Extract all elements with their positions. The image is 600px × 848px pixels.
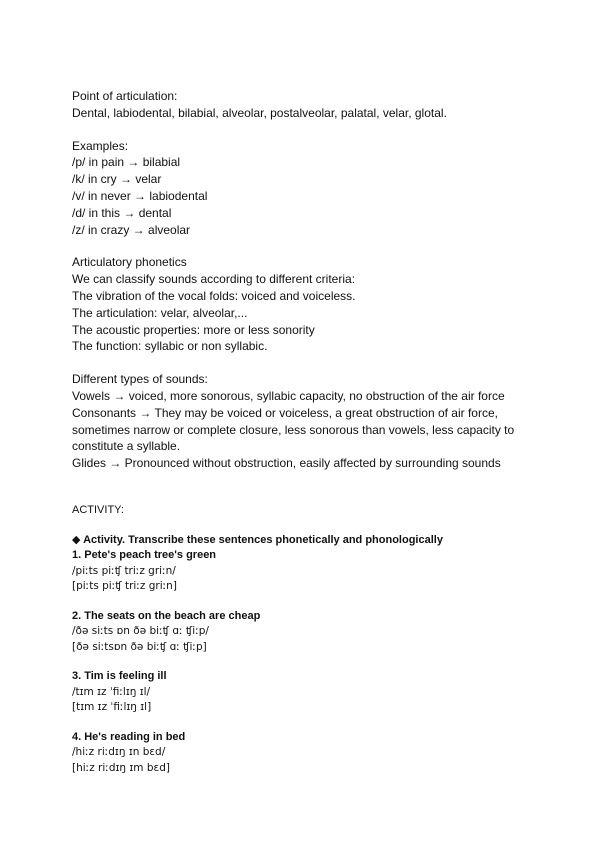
sentence-block: [72, 609, 542, 656]
sentence-block: [72, 730, 542, 777]
sentence-title: 1. Pete's peach tree's green: [72, 549, 217, 562]
example-item: /z/ in crazy → alveolar: [72, 222, 191, 237]
articulatory-item: The vibration of the vocal folds: voiced and voiceless.: [72, 288, 356, 303]
phonological-transcription: /piːts piːʧ triːz griːn/: [72, 564, 176, 577]
articulatory-item: We can classify sounds according to different criteria:: [72, 272, 356, 287]
poa-heading: Point of articulation:: [72, 89, 178, 103]
sentence-title: 2. The seats on the beach are cheap: [72, 609, 261, 622]
example-item: /d/ in this → dental: [72, 205, 172, 220]
phonetic-transcription: [hiːz riːdɪŋ ɪm bɛd]: [72, 761, 170, 774]
articulatory-item: The articulation: velar, alveolar,...: [72, 305, 248, 320]
example-item: /k/ in cry → velar: [72, 172, 162, 187]
phonological-transcription: /hiːz riːdɪŋ ɪn bɛd/: [72, 746, 166, 759]
examples-heading: Examples:: [72, 138, 129, 153]
poa-list: Dental, labiodental, bilabial, alveolar, postalveolar, palatal, velar, glotal.: [72, 105, 447, 120]
sentence-title: 3. Tim is feeling ill: [72, 670, 167, 683]
sentence-block: [72, 548, 542, 595]
articulatory-item: The function: syllabic or non syllabic.: [72, 339, 268, 354]
articulatory-heading: Articulatory phonetics: [72, 255, 187, 270]
phonetic-transcription: [ðə siːtsɒn ðə biːʧ ɑː ʧiːp]: [72, 640, 207, 653]
phonological-transcription: /tɪm ɪz ˈfiːlɪŋ ɪl/: [72, 685, 151, 698]
sentence-title: 4. He's reading in bed: [72, 730, 186, 743]
vowels-line: Vowels → voiced, more sonorous, syllabic capacity, no obstruction of the air force: [72, 388, 505, 403]
sentence-block: [72, 669, 542, 716]
activity-instruction: ◆ Activity. Transcribe these sentences phonetically and phonologically: [72, 533, 443, 546]
document-page: [72, 88, 542, 776]
phonetic-transcription: [piːts piːʧ triːz griːn]: [72, 580, 177, 593]
types-heading: Different types of sounds:: [72, 372, 208, 387]
articulatory-item: The acoustic properties: more or less sonority: [72, 322, 315, 337]
example-item: /p/ in pain → bilabial: [72, 155, 181, 170]
activity-label: ACTIVITY:: [72, 503, 124, 516]
phonetic-transcription: [tɪm ɪz ˈfiːlɪŋ ɪl]: [72, 701, 152, 714]
glides-line: Glides → Pronounced without obstruction, easily affected by surrounding sounds: [72, 456, 501, 471]
consonants-paragraph: Consonants → They may be voiced or voiceless, a great obstruction of air force, sometimes narrow or complete closure, less sonorous than vowels, less capacity to constitute a syllable.: [72, 405, 515, 454]
example-item: /v/ in never → labiodental: [72, 188, 208, 203]
phonological-transcription: /ðə siːts ɒn ðə biːʧ ɑː ʧiːp/: [72, 625, 209, 638]
